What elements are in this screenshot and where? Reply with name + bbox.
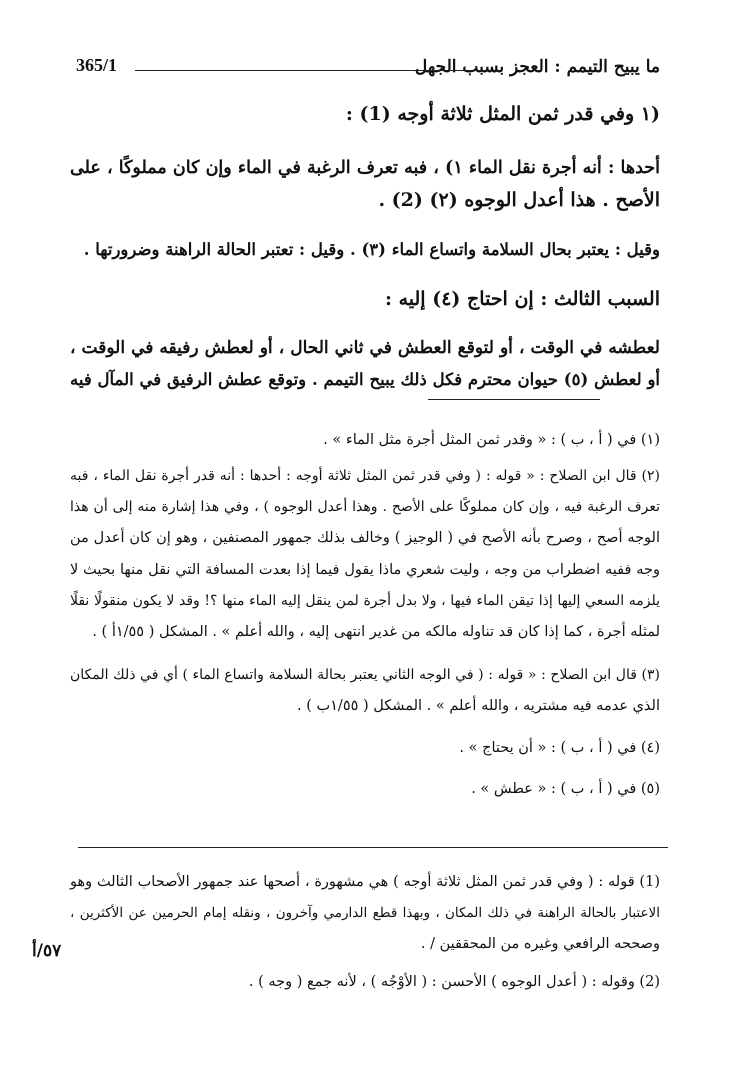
commentary-separator [78,847,668,848]
commentary-1-line-3: وصححه الرافعي وغيره من المحققين / . [420,936,660,952]
footnote-4: (٤) في ( أ ، ب ) : « أن يحتاج » . [459,740,660,756]
body-line-1: (١ وفي قدر ثمن المثل ثلاثة أوجه (1) : [345,103,660,125]
footnote-2-line-4: وجه ففيه اضطراب من وجه ، وليت شعري ماذا يقول فيما إذا بعدت المسافة التي نقل منها بحيث لا [70,562,661,578]
commentary-1-line-1: (1) قوله : ( وفي قدر ثمن المثل ثلاثة أوجه ) هي مشهورة ، أصحها عند جمهور الأصحاب الثالث وهو [70,874,660,890]
commentary-1-line-2: الاعتبار بالحالة الراهنة في ذلك المكان ، وبهذا قطع الدارمي وآخرون ، ونقله إمام الحرمين عن الأكثرين ، [70,905,660,921]
page-number: 365/1 [76,55,118,75]
footnote-2-line-3: الوجه أصح ، وصرح بأنه الأصح في ( الوجيز ) وخالف بذلك جمهور المصنفين ، وهو إن كان أعدل من [70,530,660,546]
running-title: ما يبيح التيمم : العجز بسبب الجهل [414,57,660,77]
footnote-3-line-1: (٣) قال ابن الصلاح : « قوله : ( في الوجه الثاني يعتبر بحالة السلامة واتساع الماء ) أي في ذلك المكان [70,667,660,683]
text-underline [428,399,600,400]
header-rule [135,70,487,71]
body-line-3: الأصح . هذا أعدل الوجوه (٢) (2) . [378,189,660,211]
footnote-5: (٥) في ( أ ، ب ) : « عطش » . [471,781,660,797]
commentary-2: (2) وقوله : ( أعدل الوجوه ) الأحسن : ( الأوْجُه ) ، لأنه جمع ( وجه ) . [248,974,660,990]
body-line-7: أو لعطش (٥) حيوان محترم فكل ذلك يبيح التيمم . وتوقع عطش الرفيق في المآل فيه [70,370,661,389]
body-line-6: لعطشه في الوقت ، أو لتوقع العطش في ثاني الحال ، أو لعطش رفيقه في الوقت ، [70,338,660,358]
body-line-2: أحدها : أنه أجرة نقل الماء ١) ، فبه تعرف الرغبة في الماء وإن كان مملوكًا ، على [70,158,660,178]
footnote-2-line-6: لمثله أجرة ، كما إذا كان قد تناوله مالكه من غدير انتهى إليه ، والله أعلم » . المشكل ( ١/٥٥أ ) . [92,624,660,640]
footnote-1: (١) في ( أ ، ب ) : « وقدر ثمن المثل أجرة مثل الماء » . [323,432,660,448]
section-heading-rest: إن احتاج (٤) إليه : [384,288,534,310]
footnote-2-line-5: يلزمه السعي إليها إذا تيقن الماء فيها ، ولا بدل أجرة لمن ينقل إليه الماء منها ؟! وقد لا يكون منقولًا نقلًا [70,593,660,609]
section-heading: السبب الثالث : [540,288,660,310]
footnote-3-line-2: الذي عدمه فيه مشتريه ، والله أعلم » . المشكل ( ١/٥٥ب ) . [297,698,660,714]
footnote-2-line-2: تعرف الرغبة فيه ، وإن كان مملوكًا على الأصح . وهذا أعدل الوجوه ) ، وفي هذا إشارة منه إلى أن هذا [70,499,660,515]
footnote-2-line-1: (٢) قال ابن الصلاح : « قوله : ( وفي قدر ثمن المثل ثلاثة أوجه : أحدها : أنه قدر أجرة نقل الماء ، فبه [70,468,660,484]
section-heading-line [70,287,660,311]
manuscript-folio-mark: ٥٧/أ [32,941,62,961]
body-line-4: وقيل : يعتبر بحال السلامة واتساع الماء (٣) . وقيل : تعتبر الحالة الراهنة وضرورتها . [83,240,660,259]
